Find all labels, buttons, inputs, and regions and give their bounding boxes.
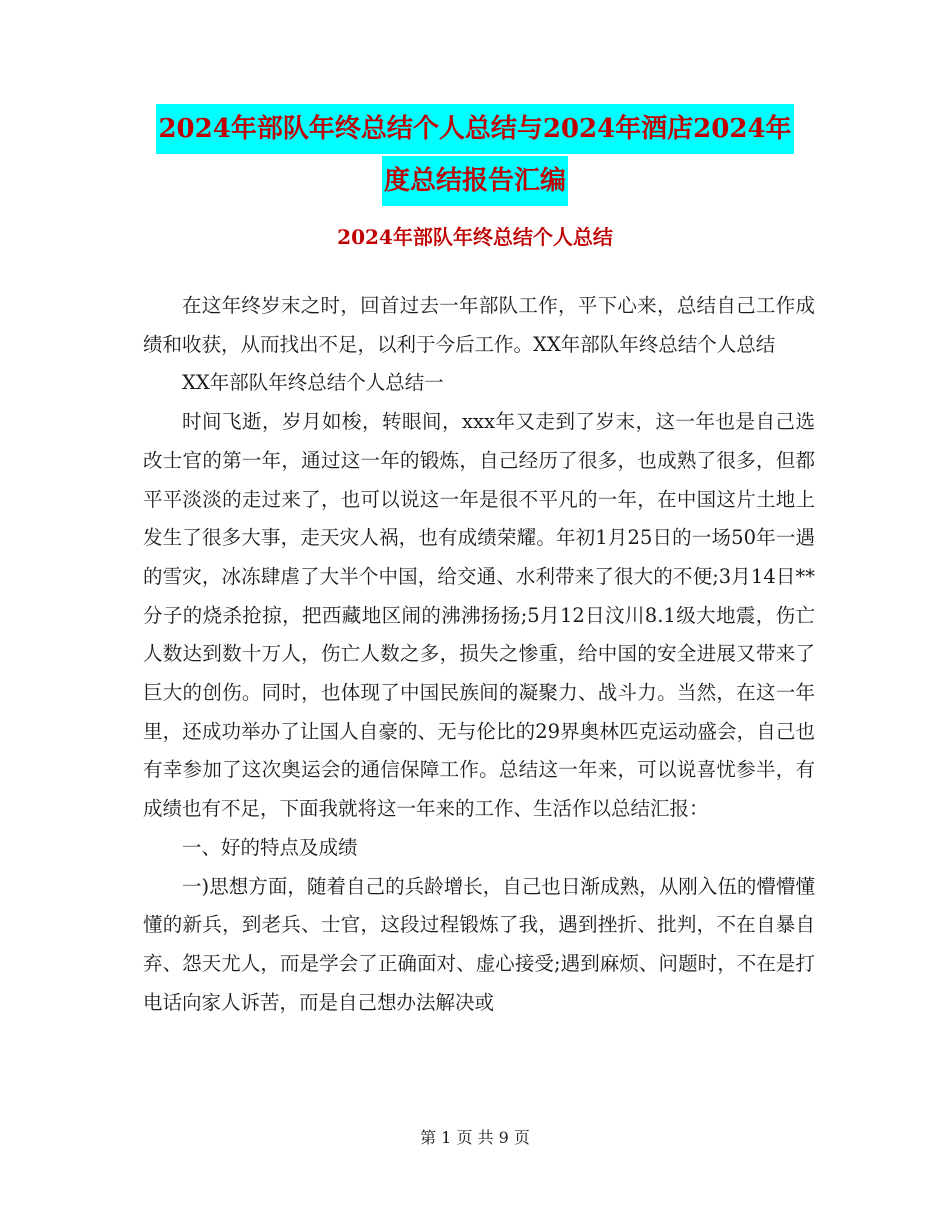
paragraph: 时间飞逝，岁月如梭，转眼间，xxx年又走到了岁末，这一年也是自己选改士官的第一年，通过这一年的锻炼，自己经历了很多，也成熟了很多，但都平平淡淡的走过来了，也可以说这一年是很不平凡的一年，在中国这片土地上发生了很多大事，走天灾人祸，也有成绩荣耀。年初1月25日的一场50年一遇的雪灾，冰冻肆虐了大半个中国，给交通、水利带来了很大的不便;3月14日**分子的烧杀抢掠，把西藏地区闹的沸沸扬扬;5月12日汶川8.1级大地震，伤亡人数达到数十万人，伤亡人数之多，损失之惨重，给中国的安全进展又带来了巨大的创伤。同时，也体现了中国民族间的凝聚力、战斗力。当然，在这一年里，还成功举办了让国人自豪的、无与伦比的29界奥林匹克运动盛会，自己也有幸参加了这次奥运会的通信保障工作。总结这一年来，可以说喜忧参半，有成绩也有不足，下面我就将这一年来的工作、生活作以总结汇报： (143, 410, 815, 821)
paragraph: 在这年终岁末之时，回首过去一年部队工作，平下心来，总结自己工作成绩和收获，从而找出不足，以利于今后工作。XX年部队年终总结个人总结 (143, 294, 815, 356)
paragraph: 一)思想方面，随着自己的兵龄增长，自己也日渐成熟，从刚入伍的懵懵懂懂的新兵，到老兵、士官，这段过程锻炼了我，遇到挫折、批判，不在自暴自弃、怨天尤人，而是学会了正确面对、虚心接受;遇到麻烦、问题时，不在是打电话向家人诉苦，而是自己想办法解决或 (143, 874, 815, 1014)
title-line-2: 度总结报告汇编 (382, 156, 568, 206)
paragraph: XX年部队年终总结个人总结一 (182, 371, 444, 395)
paragraph: 一、好的特点及成绩 (182, 835, 358, 859)
title-line-1: 2024年部队年终总结个人总结与2024年酒店2024年 (156, 104, 793, 154)
page-footer: 第 1 页 共 9 页 (420, 1128, 530, 1147)
body-text (143, 287, 815, 1022)
section-title: 2024年部队年终总结个人总结 (337, 225, 613, 249)
document-title (0, 104, 950, 208)
